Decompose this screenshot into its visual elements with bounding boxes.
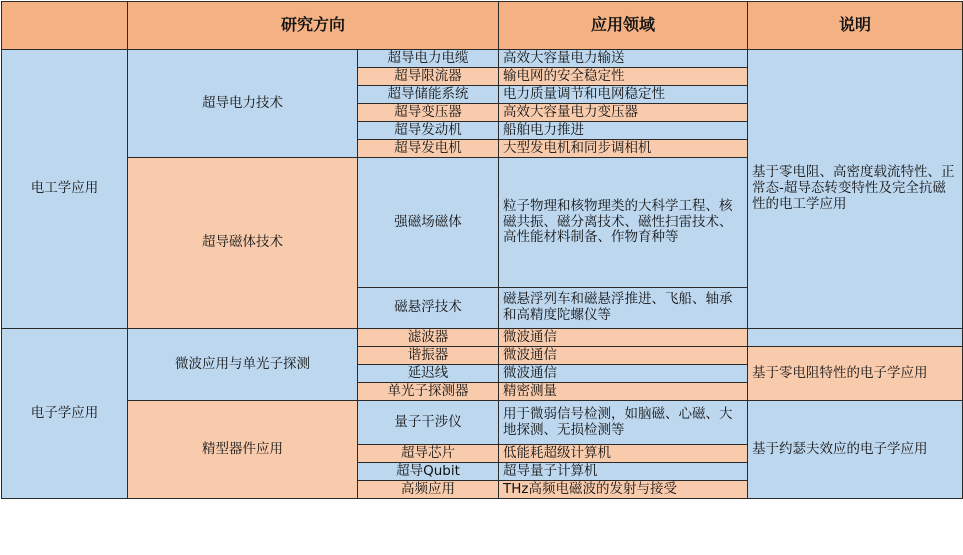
item-field: 输电网的安全稳定性 bbox=[499, 68, 748, 86]
item-field: 微波通信 bbox=[499, 365, 748, 383]
item-field: THz高频电磁波的发射与接受 bbox=[499, 481, 748, 499]
superconductor-applications-table bbox=[1, 1, 963, 499]
explanation-electronics-top-spacer bbox=[748, 329, 963, 347]
group-magnet-technology: 超导磁体技术 bbox=[128, 158, 358, 329]
item-field: 电力质量调节和电网稳定性 bbox=[499, 86, 748, 104]
explanation-electrical: 基于零电阻、高密度载流特性、正常态-超导态转变特性及完全抗磁性的电工学应用 bbox=[748, 50, 963, 329]
item-field: 船舶电力推进 bbox=[499, 122, 748, 140]
item-name: 超导芯片 bbox=[358, 445, 499, 463]
item-field: 高效大容量电力输送 bbox=[499, 50, 748, 68]
item-name: 超导Qubit bbox=[358, 463, 499, 481]
group-precision-devices: 精型器件应用 bbox=[128, 401, 358, 499]
header-explanation: 说明 bbox=[748, 2, 963, 50]
item-field: 微波通信 bbox=[499, 329, 748, 347]
table-row bbox=[2, 50, 963, 68]
table-row bbox=[2, 401, 963, 445]
explanation-josephson: 基于约瑟夫效应的电子学应用 bbox=[748, 401, 963, 499]
item-field: 粒子物理和核物理类的大科学工程、核磁共振、磁分离技术、磁性扫雷技术、高性能材料制备、作物育种等 bbox=[499, 158, 748, 288]
item-field: 用于微弱信号检测，如脑磁、心磁、大地探测、无损检测等 bbox=[499, 401, 748, 445]
item-field: 微波通信 bbox=[499, 347, 748, 365]
section-electronics: 电子学应用 bbox=[2, 329, 128, 499]
item-name: 量子干涉仪 bbox=[358, 401, 499, 445]
item-field: 精密测量 bbox=[499, 383, 748, 401]
header-research-direction: 研究方向 bbox=[128, 2, 499, 50]
header-application-field: 应用领域 bbox=[499, 2, 748, 50]
item-name: 超导储能系统 bbox=[358, 86, 499, 104]
header-blank-cell bbox=[2, 2, 128, 50]
item-name: 延迟线 bbox=[358, 365, 499, 383]
item-field: 超导量子计算机 bbox=[499, 463, 748, 481]
section-electrical-engineering: 电工学应用 bbox=[2, 50, 128, 329]
item-field: 低能耗超级计算机 bbox=[499, 445, 748, 463]
item-name: 超导发动机 bbox=[358, 122, 499, 140]
item-name: 高频应用 bbox=[358, 481, 499, 499]
item-field: 大型发电机和同步调相机 bbox=[499, 140, 748, 158]
item-field: 高效大容量电力变压器 bbox=[499, 104, 748, 122]
item-name: 单光子探测器 bbox=[358, 383, 499, 401]
item-name: 超导变压器 bbox=[358, 104, 499, 122]
item-name: 谐振器 bbox=[358, 347, 499, 365]
item-name: 滤波器 bbox=[358, 329, 499, 347]
item-name: 强磁场磁体 bbox=[358, 158, 499, 288]
item-name: 超导限流器 bbox=[358, 68, 499, 86]
item-name: 超导发电机 bbox=[358, 140, 499, 158]
table-row bbox=[2, 329, 963, 347]
item-name: 超导电力电缆 bbox=[358, 50, 499, 68]
group-power-technology: 超导电力技术 bbox=[128, 50, 358, 158]
item-field: 磁悬浮列车和磁悬浮推进、飞船、轴承和高精度陀螺仪等 bbox=[499, 288, 748, 329]
explanation-zero-resistance: 基于零电阻特性的电子学应用 bbox=[748, 347, 963, 401]
header-row bbox=[2, 2, 963, 50]
item-name: 磁悬浮技术 bbox=[358, 288, 499, 329]
group-microwave-photon: 微波应用与单光子探测 bbox=[128, 329, 358, 401]
